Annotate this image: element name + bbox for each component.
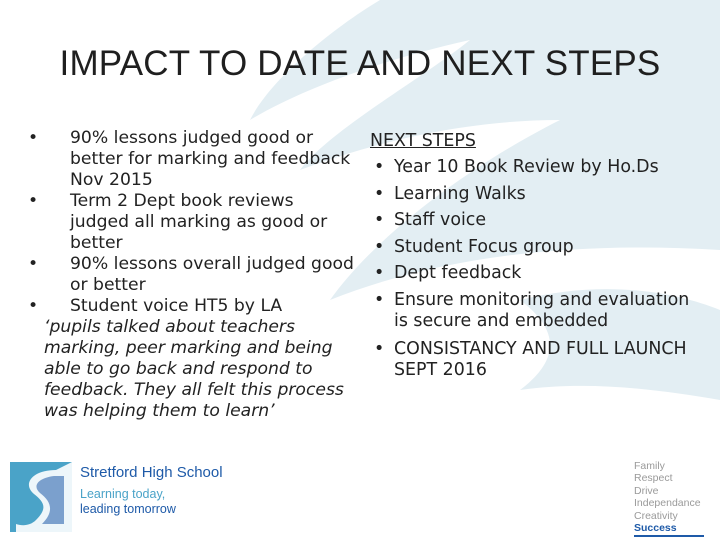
impact-column [24,128,354,422]
next-step-bullet: • Ensure monitoring and evaluation is secure and embedded [370,290,700,332]
school-logo-text [80,464,223,517]
slide-title: IMPACT TO DATE AND NEXT STEPS [59,44,661,83]
impact-bullet: • 90% lessons overall judged good or better [24,254,354,296]
next-step-bullet: • Learning Walks [370,181,700,208]
school-logo-mark-icon [10,462,72,532]
next-step-bullet: • Staff voice [370,207,700,234]
impact-bullet: • 90% lessons judged good or better for marking and feedback Nov 2015 [24,128,354,191]
next-step-bullet: • CONSISTANCY AND FULL LAUNCH SEPT 2016 [370,339,700,381]
school-name: Stretford High School [80,464,223,481]
value-independance: Independance [634,497,701,510]
value-respect: Respect [634,472,673,485]
value-success: Success [634,522,677,535]
value-family: Family [634,460,665,472]
next-step-bullet: • Student Focus group [370,234,700,261]
value-drive: Drive [634,484,659,497]
next-steps-list [370,154,700,381]
impact-bullet: • Term 2 Dept book reviews judged all marking as good or better [24,191,354,254]
value-creativity: Creativity [634,509,678,522]
student-quote: ‘pupils talked about teachers marking, peer marking and being able to go back and respond to feedback. They all felt this process was helping them to learn’ [44,317,344,421]
impact-list [24,128,354,317]
impact-bullet: • Student voice HT5 by LA [24,296,354,317]
next-step-bullet: • Dept feedback [370,260,700,287]
school-logo [10,462,250,532]
school-tagline-1: Learning today, [80,487,166,501]
school-values [634,460,704,537]
next-steps-heading: NEXT STEPS [370,131,476,151]
school-tagline-2: leading tomorrow [80,502,176,516]
success-underline [634,535,704,537]
next-step-bullet: • Year 10 Book Review by Ho.Ds [370,154,700,181]
next-steps-column [370,128,700,381]
